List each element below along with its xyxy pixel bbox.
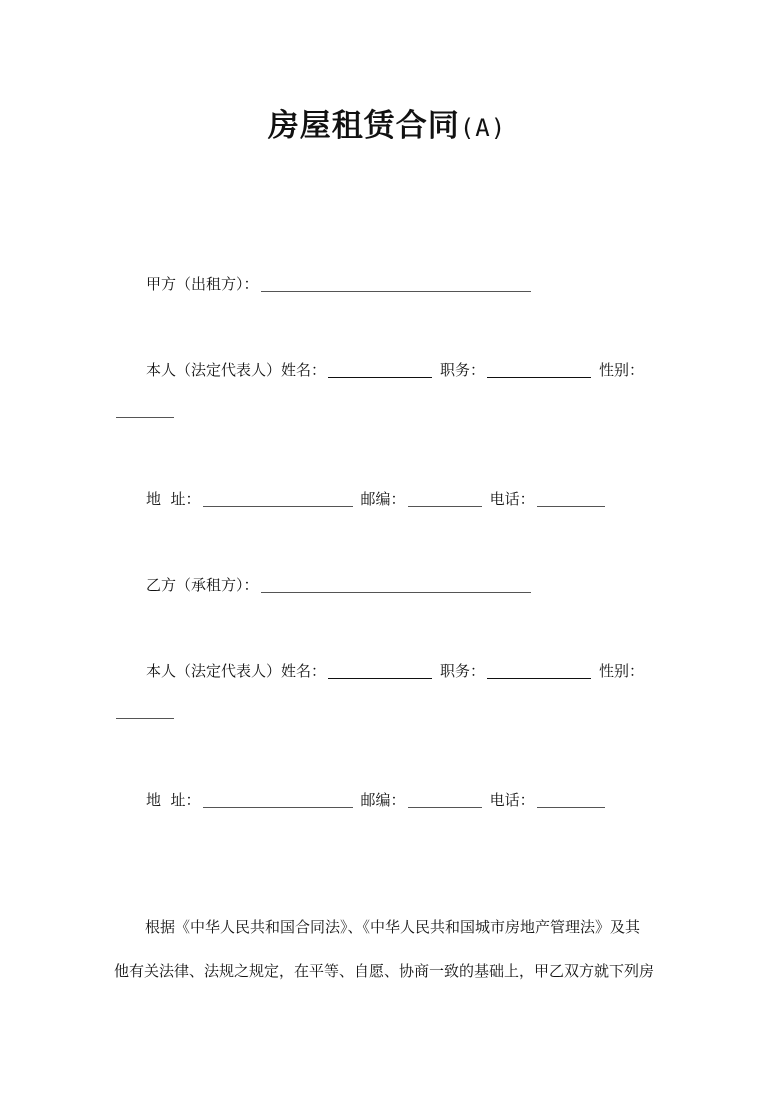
party-b-gender-line [114, 704, 176, 721]
party-a-postcode-blank[interactable] [408, 492, 482, 507]
party-b-position-label: 职务： [440, 662, 486, 680]
party-a-line [146, 274, 533, 294]
title-suffix: (A) [459, 114, 507, 142]
party-a-gender-label: 性别： [599, 361, 645, 379]
party-b-rep-label: 本人（法定代表人）姓名： [146, 662, 327, 680]
party-a-rep-line [146, 360, 644, 380]
party-a-phone-blank[interactable] [537, 492, 605, 507]
party-a-address-label: 地 址： [146, 490, 201, 508]
party-a-position-label: 职务： [440, 361, 486, 379]
party-b-postcode-blank[interactable] [408, 793, 482, 808]
party-a-gender-line [114, 403, 176, 420]
party-b-gender-label: 性别： [599, 662, 645, 680]
party-a-rep-label: 本人（法定代表人）姓名： [146, 361, 327, 379]
party-b-postcode-label: 邮编： [360, 791, 406, 809]
preamble-line-1: 根据《中华人民共和国合同法》、《中华人民共和国城市房地产管理法》及其 [145, 918, 641, 936]
party-b-address-label: 地 址： [146, 791, 201, 809]
party-a-address-blank[interactable] [203, 492, 353, 507]
party-a-label: 甲方（出租方）： [146, 275, 259, 293]
party-a-position-blank[interactable] [487, 363, 591, 378]
party-b-label: 乙方（承租方）： [146, 576, 259, 594]
party-a-gender-blank[interactable] [116, 403, 174, 418]
party-b-line [146, 575, 533, 595]
party-b-rep-line [146, 661, 644, 681]
party-a-rep-name-blank[interactable] [328, 363, 432, 378]
party-a-name-blank[interactable] [261, 277, 531, 292]
title-main: 房屋租赁合同 [267, 108, 460, 144]
party-b-phone-blank[interactable] [537, 793, 605, 808]
party-a-address-line [146, 489, 607, 509]
party-b-rep-name-blank[interactable] [328, 664, 432, 679]
party-b-name-blank[interactable] [261, 578, 531, 593]
document-title [0, 100, 774, 145]
party-b-position-blank[interactable] [487, 664, 591, 679]
preamble-paragraph [114, 905, 662, 993]
party-b-gender-blank[interactable] [116, 704, 174, 719]
party-a-phone-label: 电话： [489, 490, 535, 508]
party-b-address-line [146, 790, 607, 810]
party-b-phone-label: 电话： [489, 791, 535, 809]
party-a-postcode-label: 邮编： [360, 490, 406, 508]
party-b-address-blank[interactable] [203, 793, 353, 808]
preamble-line-2: 他有关法律、法规之规定，在平等、自愿、协商一致的基础上，甲乙双方就下列房 [114, 962, 655, 980]
